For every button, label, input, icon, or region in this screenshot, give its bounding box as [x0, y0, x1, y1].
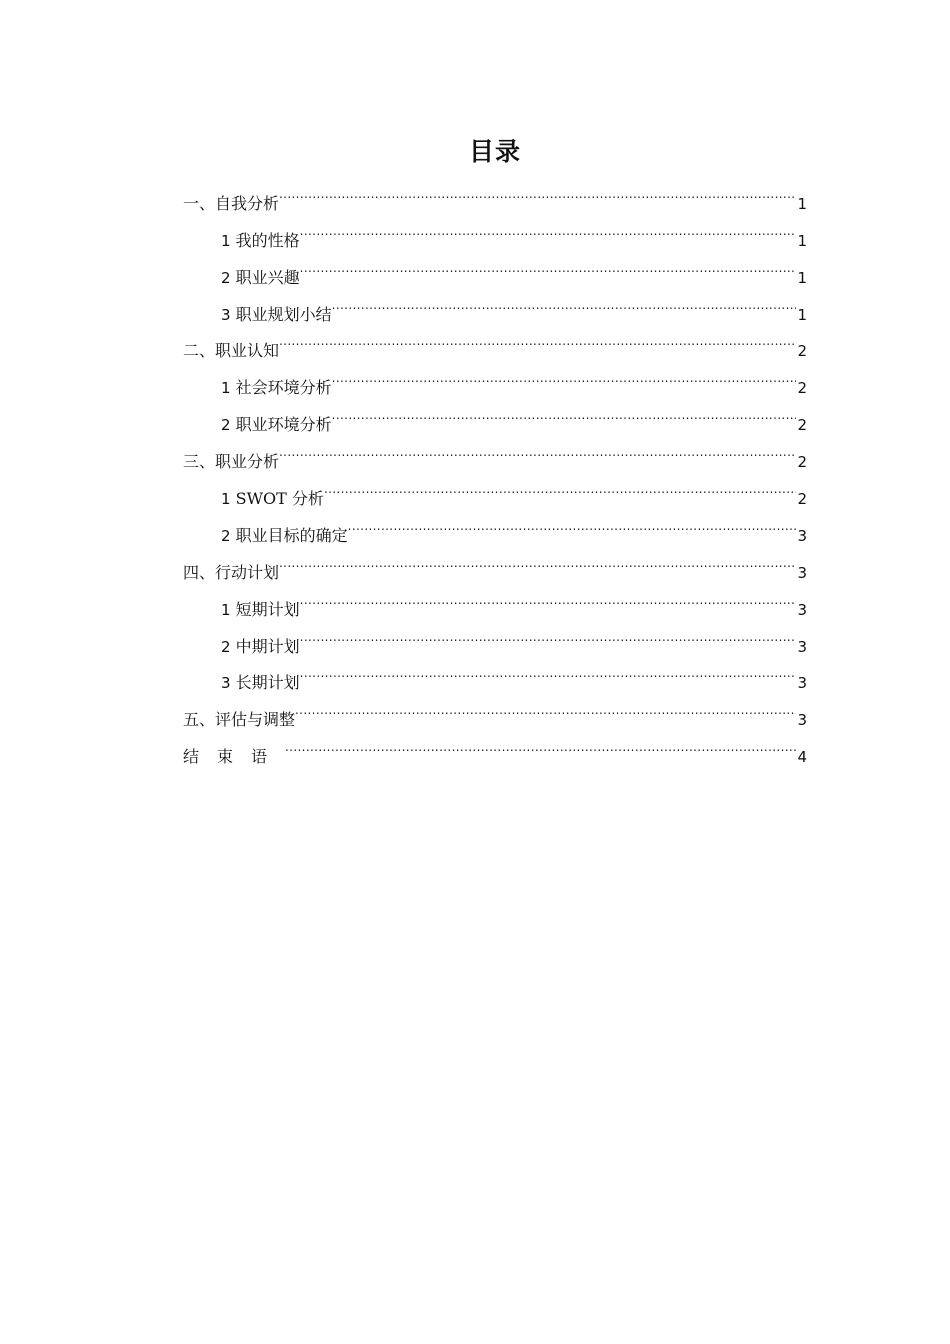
toc-leader: [332, 283, 797, 320]
toc-leader: [279, 541, 796, 578]
toc-page-number: 2: [797, 453, 807, 472]
toc-leader: [300, 615, 797, 652]
toc-page-number: 1: [797, 194, 807, 213]
toc-page-number: 2: [797, 416, 807, 435]
toc-entry-label: 2 职业目标的确定: [221, 525, 348, 545]
toc-leader: [279, 172, 796, 209]
toc-entry-label: 三、职业分析: [183, 452, 280, 472]
toc-leader: [332, 356, 797, 393]
toc-leader: [279, 320, 796, 357]
toc-entry-label: 3 长期计划: [221, 673, 300, 693]
toc-entry-label: 2 中期计划: [221, 636, 300, 656]
toc-page-number: 2: [797, 490, 807, 509]
toc-entry-label: 一、自我分析: [183, 193, 280, 213]
toc-page-number: 3: [797, 526, 807, 545]
toc-entry-label: 五、评估与调整: [183, 710, 296, 730]
toc-leader: [279, 430, 796, 467]
toc-page-number: 3: [797, 637, 807, 656]
toc-page-number: 2: [797, 379, 807, 398]
toc-leader: [348, 504, 797, 541]
toc-entry-label: 1 社会环境分析: [221, 378, 332, 398]
toc-entry[interactable]: [183, 172, 807, 213]
toc-entry-label: 3 职业规划小结: [221, 304, 332, 324]
toc-entry-label: 2 职业环境分析: [221, 415, 332, 435]
toc-entry-label: 1 短期计划: [221, 599, 300, 619]
toc-list: [183, 172, 807, 767]
toc-page-number: 3: [797, 711, 807, 730]
toc-entry-label: 四、行动计划: [183, 562, 280, 582]
toc-page-number: 4: [797, 748, 807, 767]
toc-page-number: 1: [797, 231, 807, 250]
toc-page-number: 3: [797, 563, 807, 582]
toc-leader: [324, 467, 797, 504]
toc-leader: [300, 652, 797, 689]
toc-entry-label: 结束语: [183, 747, 286, 767]
toc-page-number: 1: [797, 305, 807, 324]
toc-page-number: 1: [797, 268, 807, 287]
toc-leader: [295, 688, 796, 725]
toc-leader: [332, 393, 797, 430]
toc-entry-label: 2 职业兴趣: [221, 267, 300, 287]
toc-entry-label: 二、职业认知: [183, 341, 280, 361]
toc-title: 目录: [468, 137, 521, 166]
toc-leader: [300, 578, 797, 615]
toc-leader: [300, 209, 797, 246]
toc-page-number: 3: [797, 674, 807, 693]
toc-leader: [285, 725, 796, 762]
toc-page-number: 3: [797, 600, 807, 619]
toc-entry-label: 1 SWOT 分析: [221, 489, 324, 509]
toc-leader: [300, 246, 797, 283]
toc-entry-label: 1 我的性格: [221, 230, 300, 250]
toc-page-number: 2: [797, 342, 807, 361]
